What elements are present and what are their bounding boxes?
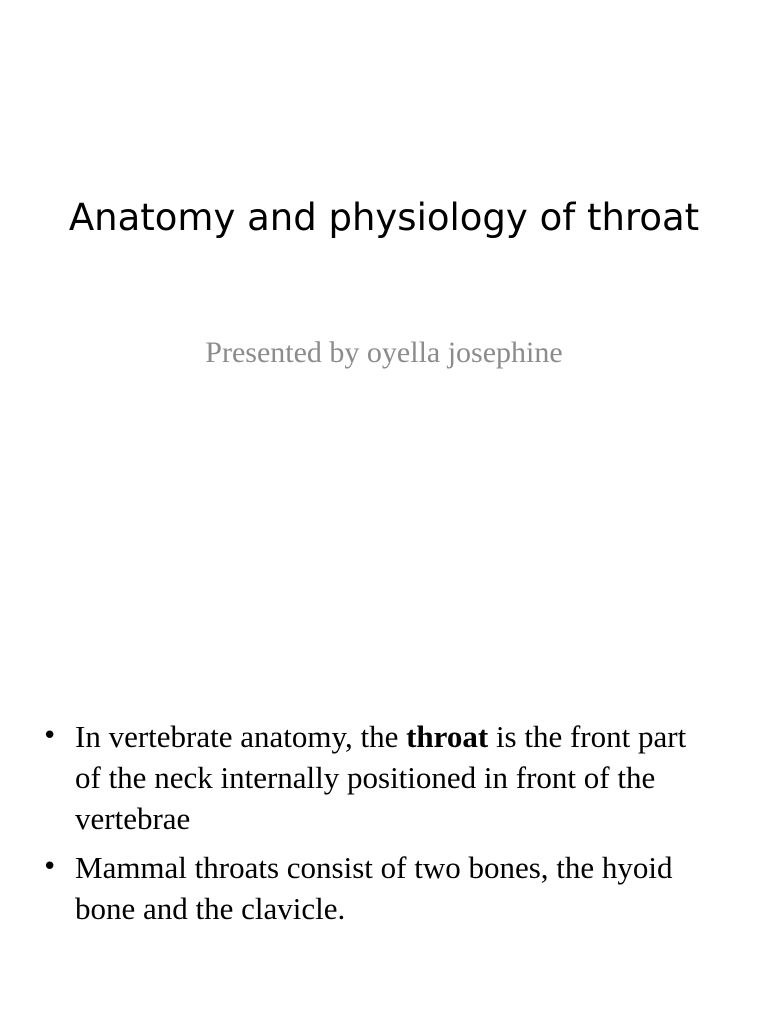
bullet-text-before: In vertebrate anatomy, the (75, 719, 407, 754)
slide-subtitle: Presented by oyella josephine (205, 336, 563, 369)
bullet-text: Mammal throats consist of two bones, the hyoid bone and the clavicle. (75, 850, 673, 926)
bullet-item-throat-definition (40, 716, 710, 839)
bullet-item-mammal-throats (40, 847, 710, 929)
bullet-icon: • (42, 852, 58, 882)
bullet-icon: • (42, 721, 58, 751)
slide-title: Anatomy and physiology of throat (68, 196, 700, 239)
bullet-text-bold: throat (406, 719, 489, 754)
bullet-list (40, 716, 710, 937)
bullet-text-after: is the front part of the neck internally positioned in front of the vertebrae (75, 719, 687, 836)
